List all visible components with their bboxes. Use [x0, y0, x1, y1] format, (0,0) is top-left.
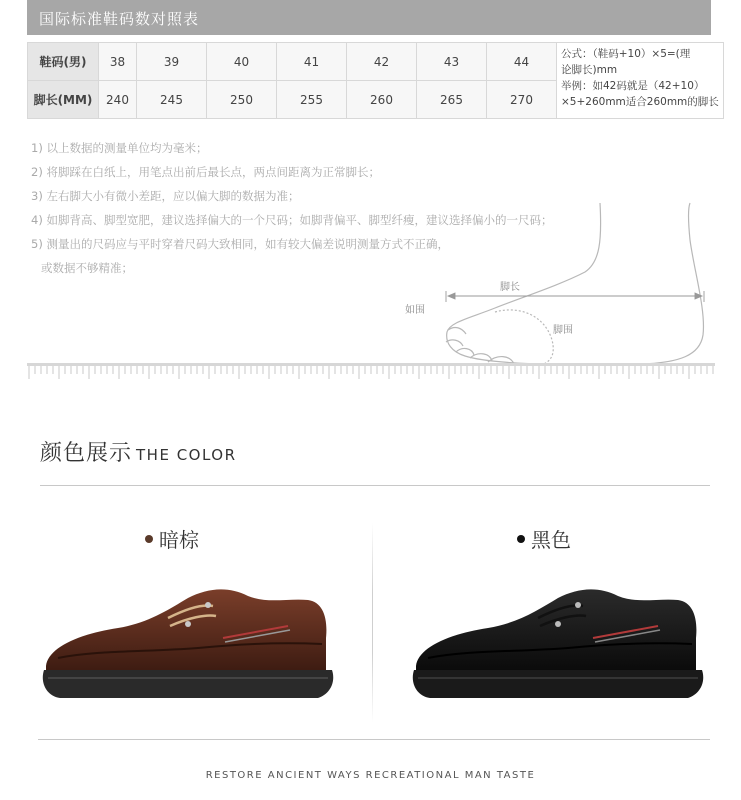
- note-line: 1) 以上数据的测量单位均为毫米；: [31, 141, 208, 155]
- table-row: [28, 43, 724, 81]
- size-chart-title: 国际标准鞋码数对照表: [39, 10, 200, 28]
- color-name: 暗棕: [159, 528, 199, 552]
- girth-label: 脚围: [553, 325, 573, 336]
- size-cell: 42: [347, 43, 417, 81]
- bottom-divider: [38, 739, 710, 740]
- formula-line: 公式：（鞋码+10）×5=(理: [561, 48, 691, 60]
- size-cell: 44: [487, 43, 557, 81]
- size-cell: 40: [207, 43, 277, 81]
- row-label-shoe-size: 鞋码(男): [28, 43, 99, 81]
- color-section-title: [40, 436, 237, 467]
- foot-measurement-diagram: [0, 195, 741, 370]
- length-cell: 270: [487, 81, 557, 119]
- formula-cell: [557, 43, 724, 119]
- length-cell: 260: [347, 81, 417, 119]
- size-cell: 41: [277, 43, 347, 81]
- length-cell: 250: [207, 81, 277, 119]
- color-title-en: THE COLOR: [136, 446, 237, 464]
- size-table: [27, 42, 724, 119]
- black-shoe-image: [408, 578, 708, 708]
- length-cell: 240: [99, 81, 137, 119]
- formula-line: 论脚长)mm: [561, 64, 618, 76]
- tagline: RESTORE ANCIENT WAYS RECREATIONAL MAN TASTE: [205, 770, 536, 781]
- note-line: 5) 测量出的尺码应与平时穿着尺码大致相同，如有较大偏差说明测量方式不正确，: [31, 237, 449, 251]
- black-dot-icon: [517, 535, 525, 543]
- size-chart-header: [27, 0, 711, 35]
- ruler: [27, 363, 715, 379]
- color-divider: [372, 523, 373, 723]
- note-line: 2) 将脚踩在白纸上，用笔点出前后最长点，两点间距离为正常脚长；: [31, 165, 380, 179]
- color-name: 黑色: [531, 528, 571, 552]
- brown-dot-icon: [145, 535, 153, 543]
- example-line: ×5+260mm适合260mm的脚长: [561, 96, 719, 108]
- note-line: 4) 如脚背高、脚型宽肥，建议选择偏大的一个尺码；如脚背偏平、脚型纤瘦，建议选择偏小的一尺码；: [31, 213, 553, 227]
- length-cell: 255: [277, 81, 347, 119]
- length-cell: 245: [137, 81, 207, 119]
- note-line: 或数据不够精准；: [41, 261, 133, 275]
- color-title-cn: 颜色展示: [40, 441, 133, 466]
- color-option-black: [517, 524, 571, 553]
- color-option-brown: [145, 524, 199, 553]
- size-cell: 39: [137, 43, 207, 81]
- example-line: 举例：如42码就是（42+10）: [561, 80, 705, 92]
- circumference-label: 如围: [405, 305, 425, 316]
- brown-shoe-image: [38, 578, 338, 708]
- size-cell: 38: [99, 43, 137, 81]
- section-divider: [40, 485, 710, 486]
- row-label-foot-length: 脚长(MM): [28, 81, 99, 119]
- length-cell: 265: [417, 81, 487, 119]
- note-line: 3) 左右脚大小有微小差距，应以偏大脚的数据为准；: [31, 189, 300, 203]
- foot-length-label: 脚长: [500, 282, 520, 293]
- size-cell: 43: [417, 43, 487, 81]
